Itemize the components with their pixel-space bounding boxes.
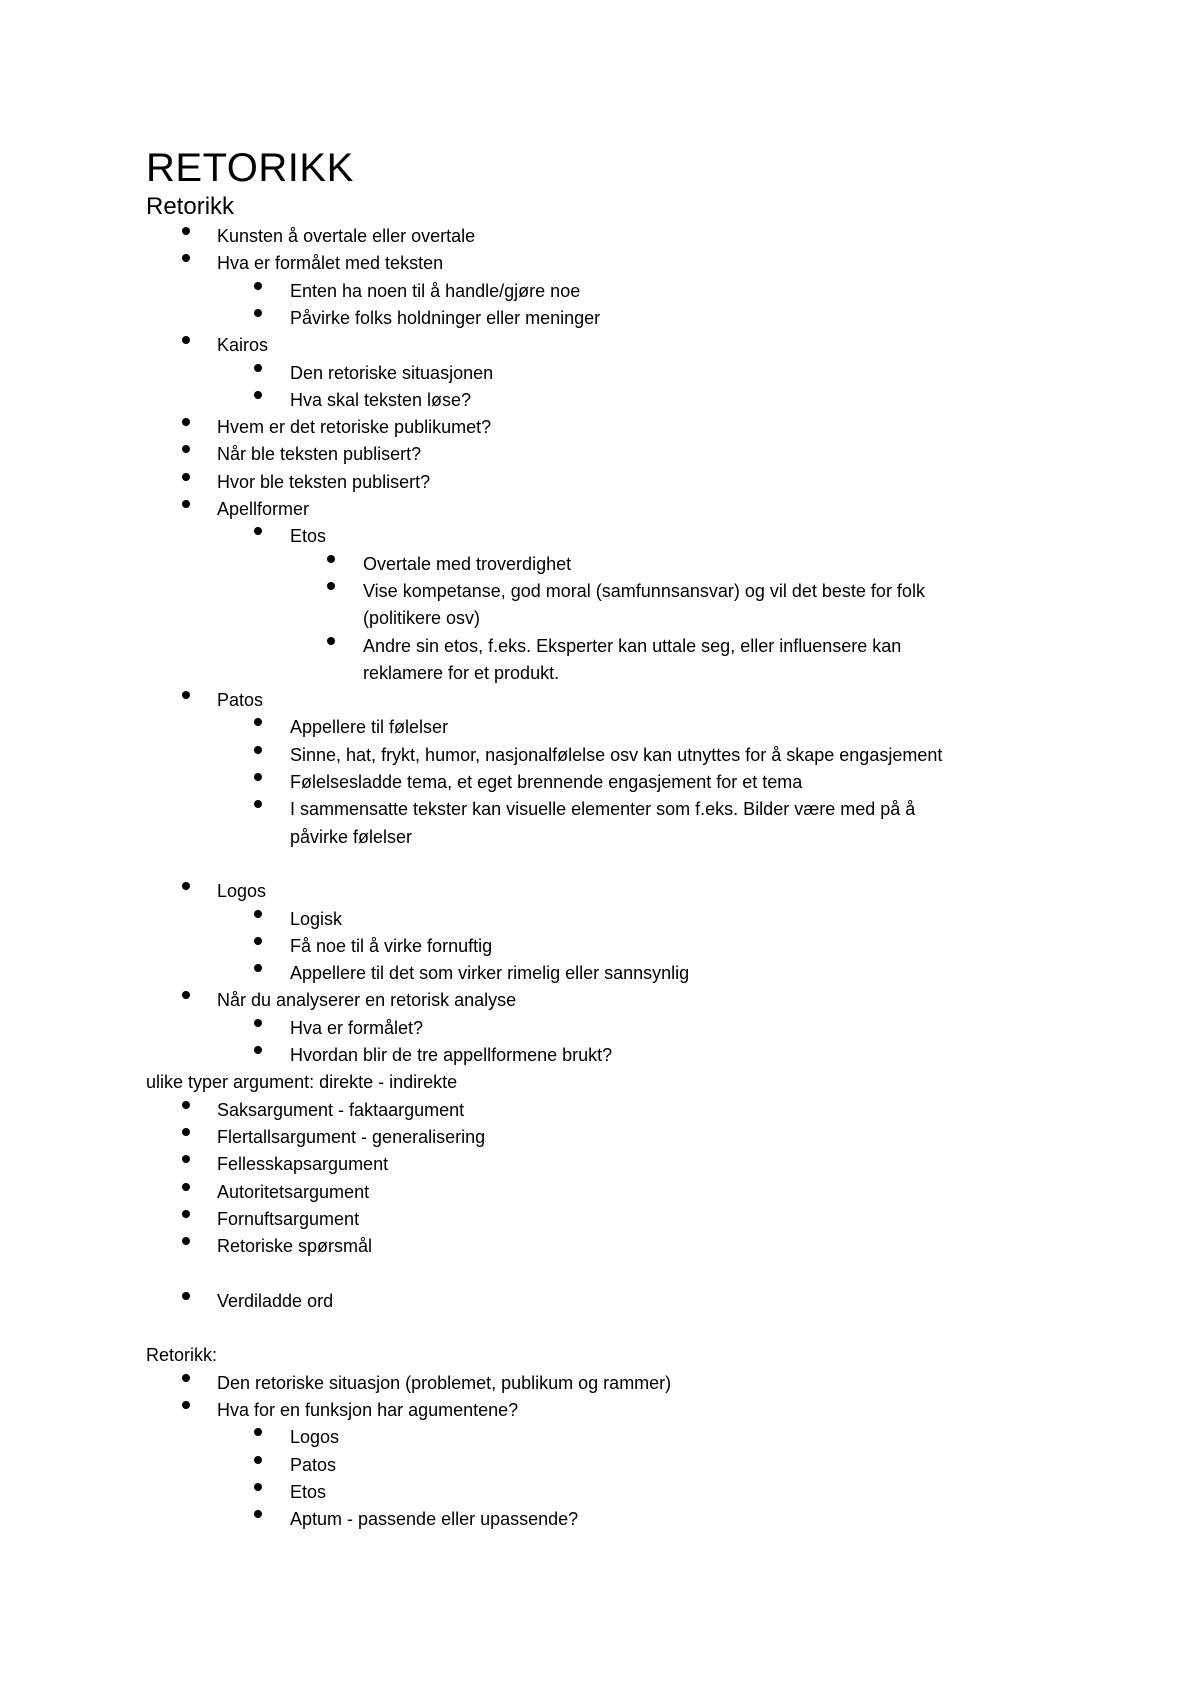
bullet-icon bbox=[254, 364, 262, 372]
section-heading: Retorikk bbox=[146, 193, 235, 220]
list-item-text: (politikere osv) bbox=[363, 608, 481, 629]
list-item-text: Logos bbox=[217, 881, 267, 902]
list-item-text: Den retoriske situasjon (problemet, publikum og rammer) bbox=[217, 1372, 672, 1393]
bullet-icon bbox=[182, 991, 190, 999]
bullet-icon bbox=[182, 254, 190, 262]
bullet-icon bbox=[254, 1483, 262, 1491]
bullet-icon bbox=[254, 1019, 262, 1027]
list-item-text: Hva for en funksjon har agumentene? bbox=[217, 1399, 519, 1420]
list-item-text: ulike typer argument: direkte - indirekte bbox=[146, 1072, 458, 1093]
bullet-icon bbox=[182, 418, 190, 426]
list-item-text: Den retoriske situasjonen bbox=[290, 362, 494, 383]
list-item-text: Autoritetsargument bbox=[217, 1181, 370, 1202]
bullet-icon bbox=[182, 227, 190, 235]
page-title: RETORIKK bbox=[146, 146, 354, 190]
list-item-text: Kairos bbox=[217, 335, 269, 356]
list-item-text: Når ble teksten publisert? bbox=[217, 444, 422, 465]
bullet-icon bbox=[254, 964, 262, 972]
bullet-icon bbox=[182, 691, 190, 699]
bullet-icon bbox=[182, 1128, 190, 1136]
list-item-text: Hvem er det retoriske publikumet? bbox=[217, 417, 492, 438]
bullet-icon bbox=[254, 718, 262, 726]
list-item-text: reklamere for et produkt. bbox=[363, 662, 560, 683]
bullet-icon bbox=[254, 309, 262, 317]
list-item-text: Hvordan blir de tre appellformene brukt? bbox=[290, 1045, 613, 1065]
list-item-text: Enten ha noen til å handle/gjøre noe bbox=[290, 280, 581, 301]
list-item-text: Appellere til det som virker rimelig eller sannsynlig bbox=[290, 963, 690, 984]
bullet-icon bbox=[182, 1155, 190, 1163]
list-item-text: I sammensatte tekster kan visuelle elementer som f.eks. Bilder være med på å bbox=[290, 799, 916, 820]
list-item-text: Appellere til følelser bbox=[290, 717, 449, 738]
bullet-icon bbox=[254, 282, 262, 290]
list-item-text: Sinne, hat, frykt, humor, nasjonalfølelse osv kan utnyttes for å skape engasjement bbox=[290, 744, 943, 765]
list-item-text: Retoriske spørsmål bbox=[217, 1236, 373, 1257]
bullet-icon bbox=[182, 445, 190, 453]
list-item-text: Fellesskapsargument bbox=[217, 1154, 389, 1175]
bullet-icon bbox=[254, 910, 262, 918]
list-item-text: Etos bbox=[290, 1481, 327, 1502]
bullet-icon bbox=[327, 582, 335, 590]
list-item-text: Overtale med troverdighet bbox=[363, 553, 572, 574]
list-item-text: Hva er formålet med teksten bbox=[217, 253, 444, 274]
list-item-text: Retorikk: bbox=[146, 1345, 218, 1366]
bullet-icon bbox=[182, 1237, 190, 1245]
bullet-icon bbox=[254, 1510, 262, 1518]
bullet-icon bbox=[182, 1292, 190, 1300]
bullet-icon bbox=[182, 1374, 190, 1382]
list-item-text: Når du analyserer en retorisk analyse bbox=[217, 990, 517, 1011]
list-item-text: Apellformer bbox=[217, 499, 310, 519]
bullet-icon bbox=[254, 937, 262, 945]
bullet-icon bbox=[182, 1183, 190, 1191]
list-item-text: Logisk bbox=[290, 908, 343, 929]
bullet-icon bbox=[182, 1210, 190, 1218]
list-item-text: Verdiladde ord bbox=[217, 1290, 334, 1311]
list-item-text: Hva skal teksten løse? bbox=[290, 389, 472, 410]
list-item-text: Vise kompetanse, god moral (samfunnsansvar) og vil det beste for folk bbox=[363, 580, 925, 601]
list-item-text: Patos bbox=[290, 1454, 337, 1475]
bullet-icon bbox=[182, 1401, 190, 1409]
bullet-icon bbox=[254, 800, 262, 808]
bullet-icon bbox=[182, 473, 190, 481]
bullet-icon bbox=[254, 1046, 262, 1054]
bullet-icon bbox=[327, 637, 335, 645]
list-item-text: Etos bbox=[290, 526, 327, 547]
list-item-text: Få noe til å virke fornuftig bbox=[290, 935, 493, 956]
bullet-icon bbox=[254, 1456, 262, 1464]
list-item-text: Kunsten å overtale eller overtale bbox=[217, 226, 476, 246]
bullet-icon bbox=[182, 1101, 190, 1109]
bullet-icon bbox=[182, 336, 190, 344]
list-item-text: Påvirke folks holdninger eller meninger bbox=[290, 307, 601, 328]
bullet-icon bbox=[254, 527, 262, 535]
bullet-icon bbox=[254, 391, 262, 399]
list-item-text: Andre sin etos, f.eks. Eksperter kan uttale seg, eller influensere kan bbox=[363, 635, 902, 656]
list-item-text: Aptum - passende eller upassende? bbox=[290, 1509, 579, 1530]
list-item-text: Logos bbox=[290, 1427, 340, 1448]
list-item-text: Hvor ble teksten publisert? bbox=[217, 471, 431, 492]
list-item-text: Følelsesladde tema, et eget brennende engasjement for et tema bbox=[290, 772, 803, 792]
list-item-text: Flertallsargument - generalisering bbox=[217, 1126, 486, 1147]
bullet-icon bbox=[254, 1428, 262, 1436]
list-item-text: Fornuftsargument bbox=[217, 1208, 360, 1229]
bullet-icon bbox=[182, 882, 190, 890]
bullet-icon bbox=[254, 746, 262, 754]
list-item-text: Patos bbox=[217, 690, 264, 711]
bullet-icon bbox=[254, 773, 262, 781]
bullet-icon bbox=[182, 500, 190, 508]
list-item-text: Hva er formålet? bbox=[290, 1017, 424, 1038]
list-item-text: påvirke følelser bbox=[290, 826, 413, 847]
list-item-text: Saksargument - faktaargument bbox=[217, 1099, 465, 1120]
bullet-icon bbox=[327, 555, 335, 563]
